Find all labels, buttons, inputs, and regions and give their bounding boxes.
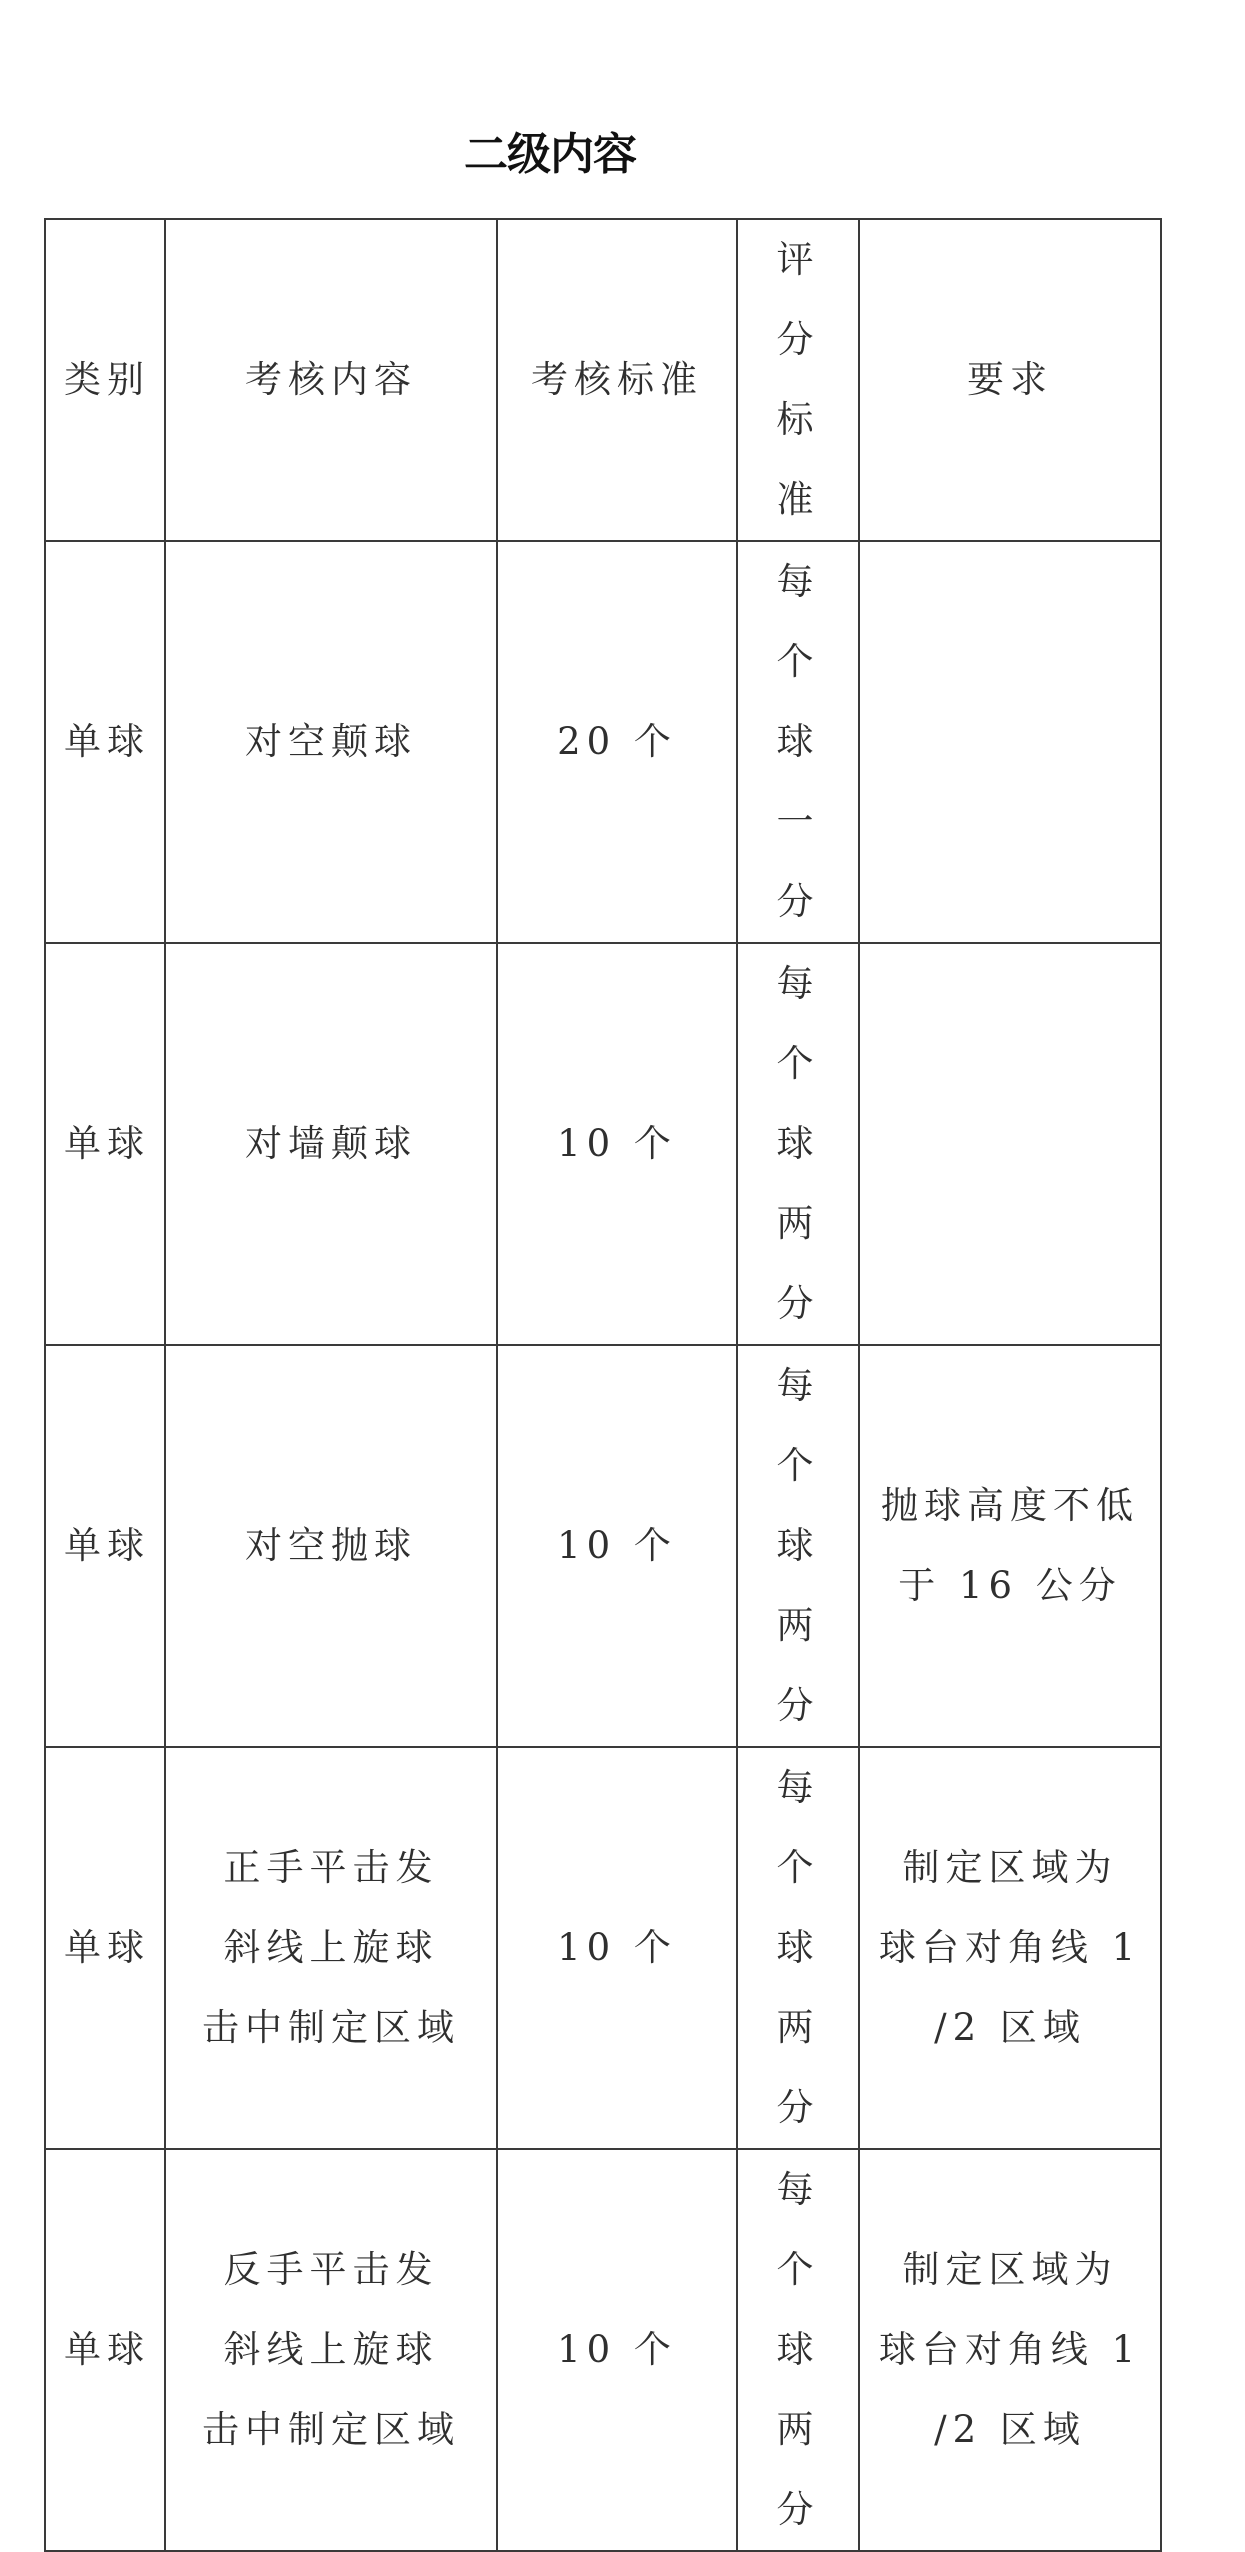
table-row [45, 541, 1161, 943]
table-row [45, 943, 1161, 1345]
cell-requirement: 制定区域为 球台对角线 1 /2 区域 [859, 1747, 1161, 2149]
header-requirement: 要求 [859, 219, 1161, 541]
cell-content: 正手平击发 斜线上旋球 击中制定区域 [165, 1747, 497, 2149]
header-row [45, 219, 1161, 541]
cell-standard: 20 个 [497, 541, 737, 943]
cell-content: 反手平击发 斜线上旋球 击中制定区域 [165, 2149, 497, 2551]
cell-category: 单球 [45, 1747, 165, 2149]
cell-score: 每个球两分 [737, 943, 859, 1345]
cell-standard: 10 个 [497, 2149, 737, 2551]
cell-content: 对空抛球 [165, 1345, 497, 1747]
cell-score: 每个球两分 [737, 1345, 859, 1747]
table-row [45, 2149, 1161, 2551]
cell-standard: 10 个 [497, 1747, 737, 2149]
page-title: 二级内容 [464, 129, 636, 180]
cell-category: 单球 [45, 943, 165, 1345]
cell-standard: 10 个 [497, 1345, 737, 1747]
cell-requirement: 制定区域为 球台对角线 1 /2 区域 [859, 2149, 1161, 2551]
cell-score: 每个球两分 [737, 1747, 859, 2149]
header-score: 评分标准 [737, 219, 859, 541]
cell-requirement: 抛球高度不低于 16 公分 [859, 1345, 1161, 1747]
cell-content: 对空颠球 [165, 541, 497, 943]
cell-standard: 10 个 [497, 943, 737, 1345]
table-row [45, 1345, 1161, 1747]
cell-category: 单球 [45, 2149, 165, 2551]
cell-requirement [859, 943, 1161, 1345]
cell-score: 每个球一分 [737, 541, 859, 943]
header-standard: 考核标准 [497, 219, 737, 541]
table-row [45, 1747, 1161, 2149]
cell-category: 单球 [45, 541, 165, 943]
assessment-table [44, 218, 1162, 2552]
header-category: 类别 [45, 219, 165, 541]
cell-content: 对墙颠球 [165, 943, 497, 1345]
header-content: 考核内容 [165, 219, 497, 541]
cell-score: 每个球两分 [737, 2149, 859, 2551]
cell-requirement [859, 541, 1161, 943]
cell-category: 单球 [45, 1345, 165, 1747]
table-header [45, 219, 1161, 541]
